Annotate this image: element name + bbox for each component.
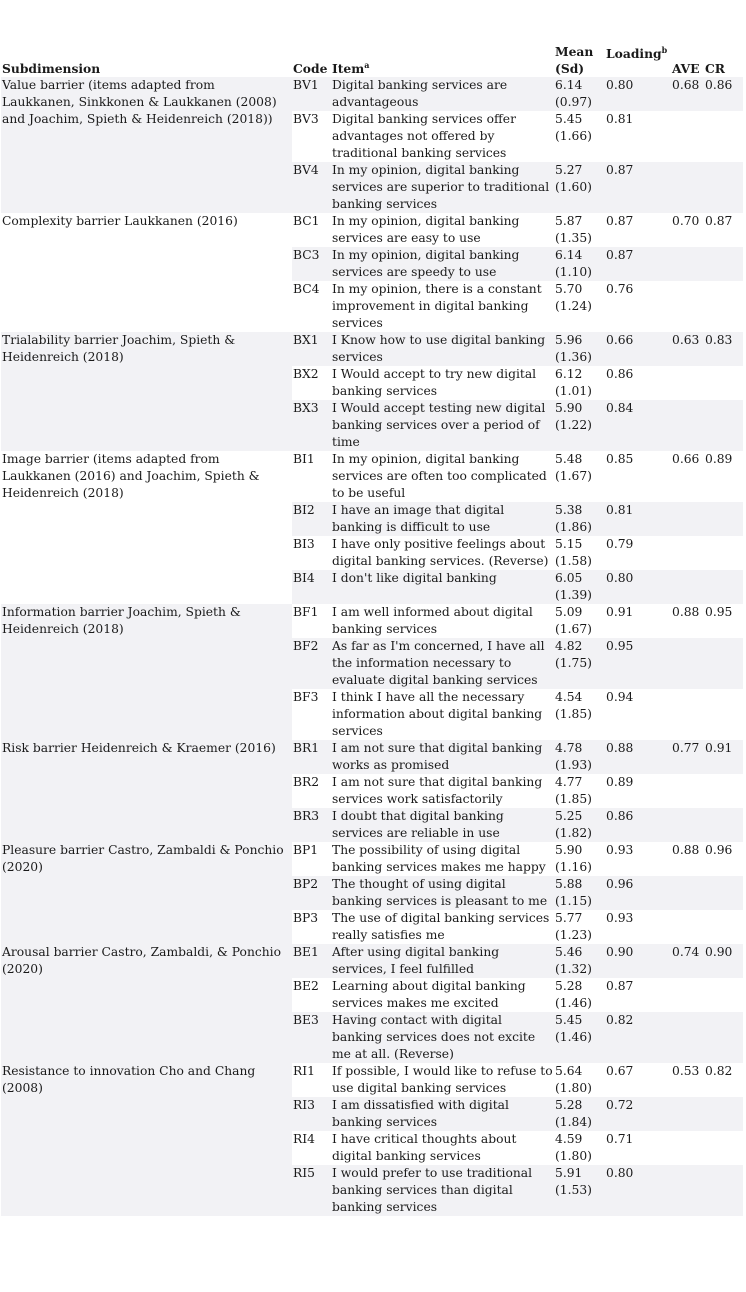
ave-cell: 0.53: [672, 1064, 700, 1078]
subdimension-cell: Image barrier (items adapted from Laukkanen (2016) and Joachim, Spieth & Heidenreich (2018): [1, 451, 292, 604]
code-cell: BV3: [293, 112, 319, 126]
cr-cell: 0.96: [705, 843, 733, 857]
loading-cell: 0.94: [606, 690, 634, 704]
mean-sd-cell: [554, 162, 605, 213]
code-cell: BC1: [293, 214, 320, 228]
ave-cell: [671, 689, 704, 740]
mean-value: 5.09: [555, 605, 583, 619]
item-text-cell: I am dissatisfied with digital banking services: [331, 1097, 554, 1131]
loading-cell: 0.84: [605, 400, 671, 451]
mean-sd-cell: [554, 1012, 605, 1063]
mean-value: 5.25: [555, 809, 583, 823]
ave-cell: 0.77: [671, 740, 704, 774]
mean-value: 6.12: [555, 367, 583, 381]
code-cell: BR3: [292, 808, 331, 842]
ave-cell: 0.70: [672, 214, 700, 228]
subdimension-cell: Trialability barrier Joachim, Spieth & Heidenreich (2018): [1, 332, 292, 451]
mean-value: 5.88: [555, 877, 583, 891]
ave-cell: [671, 502, 704, 536]
table-header-row: [1, 43, 743, 77]
loading-cell: 0.71: [606, 1132, 634, 1146]
item-text-cell: After using digital banking services, I feel fulfilled: [331, 944, 554, 978]
mean-value: 5.91: [555, 1166, 583, 1180]
cr-cell: 0.91: [704, 740, 743, 774]
table-row: [1, 740, 743, 774]
cr-cell: 0.86: [704, 77, 743, 111]
item-text-cell: I am not sure that digital banking works as promised: [331, 740, 554, 774]
cr-cell: [704, 536, 743, 570]
sd-value: (1.24): [555, 299, 592, 313]
mean-value: 5.45: [555, 1013, 583, 1027]
mean-sd-cell: [554, 689, 605, 740]
cr-cell: [704, 978, 743, 1012]
code-cell: BE3: [292, 1012, 331, 1063]
cr-cell: [704, 689, 743, 740]
header-subdimension: Subdimension: [2, 61, 101, 76]
item-text-cell: I am well informed about digital banking services: [332, 605, 533, 636]
code-cell: BE1: [292, 944, 331, 978]
sd-value: (1.01): [555, 384, 592, 398]
sd-value: (1.85): [555, 792, 592, 806]
mean-sd-cell: [554, 876, 605, 910]
code-cell: BI3: [293, 537, 315, 551]
loading-cell: 0.96: [605, 876, 671, 910]
sd-value: (1.86): [555, 520, 592, 534]
mean-sd-cell: [554, 281, 605, 332]
sd-value: (1.36): [555, 350, 592, 364]
mean-sd-cell: [554, 1097, 605, 1131]
cr-cell: [704, 502, 743, 536]
code-cell: RI5: [292, 1165, 331, 1216]
loading-cell: 0.85: [606, 452, 634, 466]
loading-cell: 0.91: [606, 605, 634, 619]
item-text-cell: I Would accept testing new digital banking services over a period of time: [331, 400, 554, 451]
cr-cell: [704, 162, 743, 213]
item-text-cell: The possibility of using digital banking services makes me happy: [332, 843, 546, 874]
subdimension-cell: Risk barrier Heidenreich & Kraemer (2016): [1, 740, 292, 842]
sd-value: (1.32): [555, 962, 592, 976]
table-row: [1, 213, 743, 247]
loading-cell: 0.95: [605, 638, 671, 689]
ave-cell: [671, 162, 704, 213]
code-cell: RI3: [292, 1097, 331, 1131]
code-cell: BE2: [293, 979, 319, 993]
loading-cell: 0.67: [606, 1064, 634, 1078]
mean-value: 5.28: [555, 979, 583, 993]
ave-cell: 0.66: [672, 452, 700, 466]
code-cell: BC3: [292, 247, 331, 281]
mean-sd-cell: [554, 366, 605, 400]
code-cell: BP1: [293, 843, 319, 857]
header-cr: CR: [705, 61, 726, 76]
cr-cell: [704, 1097, 743, 1131]
ave-cell: 0.68: [671, 77, 704, 111]
item-text-cell: I have only positive feelings about digital banking services. (Reverse): [332, 537, 549, 568]
code-cell: BI1: [293, 452, 315, 466]
sd-value: (1.23): [555, 928, 592, 942]
sd-value: (1.39): [555, 588, 592, 602]
loading-cell: 0.93: [606, 911, 634, 925]
mean-value: 5.90: [555, 401, 583, 415]
mean-value: 4.82: [555, 639, 583, 653]
code-cell: BV1: [292, 77, 331, 111]
mean-value: 5.70: [555, 282, 583, 296]
mean-sd-cell: [554, 536, 605, 570]
subdimension-cell: Arousal barrier Castro, Zambaldi, & Ponchio (2020): [1, 944, 292, 1063]
mean-value: 5.38: [555, 503, 583, 517]
sd-value: (1.35): [555, 231, 592, 245]
ave-cell: [671, 281, 704, 332]
mean-value: 4.77: [555, 775, 583, 789]
mean-sd-cell: [554, 77, 605, 111]
table-row: [1, 604, 743, 638]
cr-cell: [704, 876, 743, 910]
code-cell: BX1: [292, 332, 331, 366]
item-text-cell: I Would accept to try new digital banking services: [332, 367, 537, 398]
mean-value: 5.28: [555, 1098, 583, 1112]
table-row: [1, 1063, 743, 1097]
mean-value: 5.46: [555, 945, 583, 959]
code-cell: BR1: [292, 740, 331, 774]
mean-value: 6.05: [555, 571, 583, 585]
item-text-cell: Having contact with digital banking services does not excite me at all. (Reverse): [331, 1012, 554, 1063]
loading-cell: 0.80: [605, 77, 671, 111]
item-text-cell: If possible, I would like to refuse to use digital banking services: [332, 1064, 553, 1095]
ave-cell: [671, 774, 704, 808]
sd-value: (1.84): [555, 1115, 592, 1129]
mean-sd-cell: [554, 638, 605, 689]
cr-cell: 0.95: [705, 605, 733, 619]
sd-value: (1.46): [555, 1030, 592, 1044]
subdimension-cell: Information barrier Joachim, Spieth & Heidenreich (2018): [1, 604, 292, 740]
mean-sd-cell: [554, 570, 605, 604]
sd-value: (1.16): [555, 860, 592, 874]
mean-sd-cell: [554, 332, 605, 366]
code-cell: BI2: [292, 502, 331, 536]
ave-cell: [671, 978, 704, 1012]
sd-value: (0.97): [555, 95, 592, 109]
loading-cell: 0.88: [605, 740, 671, 774]
ave-cell: 0.63: [671, 332, 704, 366]
mean-value: 5.48: [555, 452, 583, 466]
code-cell: BX3: [292, 400, 331, 451]
loading-cell: 0.81: [605, 502, 671, 536]
measurement-model-table: [1, 43, 743, 1216]
code-cell: RI1: [293, 1064, 315, 1078]
mean-value: 5.96: [555, 333, 583, 347]
cr-cell: [704, 281, 743, 332]
sd-value: (1.80): [555, 1081, 592, 1095]
table-row: [1, 451, 743, 502]
loading-cell: 0.87: [606, 214, 634, 228]
ave-cell: [671, 638, 704, 689]
sd-value: (1.60): [555, 180, 592, 194]
mean-sd-cell: [554, 213, 605, 247]
cr-cell: 0.87: [705, 214, 733, 228]
sd-value: (1.67): [555, 469, 592, 483]
loading-cell: 0.80: [605, 570, 671, 604]
ave-cell: [671, 1131, 704, 1165]
header-item: Item$^a$: [332, 59, 370, 76]
item-text-cell: I have an image that digital banking is difficult to use: [331, 502, 554, 536]
loading-cell: 0.90: [605, 944, 671, 978]
ave-cell: [671, 808, 704, 842]
loading-cell: 0.86: [605, 808, 671, 842]
cr-cell: [704, 400, 743, 451]
item-text-cell: I doubt that digital banking services are reliable in use: [331, 808, 554, 842]
sd-value: (1.10): [555, 265, 592, 279]
ave-cell: [671, 111, 704, 162]
loading-cell: 0.87: [606, 979, 634, 993]
sd-value: (1.80): [555, 1149, 592, 1163]
mean-sd-cell: [554, 1165, 605, 1216]
code-cell: BF1: [293, 605, 319, 619]
mean-sd-cell: [554, 808, 605, 842]
code-cell: BP3: [293, 911, 319, 925]
loading-cell: 0.79: [606, 537, 634, 551]
loading-cell: 0.80: [605, 1165, 671, 1216]
item-text-cell: As far as I'm concerned, I have all the information necessary to evaluate digital banking services: [331, 638, 554, 689]
item-text-cell: In my opinion, digital banking services are often too complicated to be useful: [332, 452, 547, 500]
cr-cell: [704, 1165, 743, 1216]
loading-cell: 0.93: [606, 843, 634, 857]
ave-cell: [671, 1097, 704, 1131]
ave-cell: [671, 247, 704, 281]
cr-cell: [704, 638, 743, 689]
item-text-cell: Digital banking services are advantageous: [331, 77, 554, 111]
item-text-cell: I don't like digital banking: [331, 570, 554, 604]
loading-cell: 0.82: [605, 1012, 671, 1063]
cr-cell: [704, 111, 743, 162]
code-cell: RI4: [293, 1132, 315, 1146]
cr-cell: [704, 366, 743, 400]
code-cell: BF3: [293, 690, 319, 704]
sd-value: (1.75): [555, 656, 592, 670]
mean-sd-cell: [554, 740, 605, 774]
mean-value: 5.87: [555, 214, 583, 228]
mean-value: 4.54: [555, 690, 583, 704]
mean-sd-cell: [554, 1063, 605, 1097]
mean-value: 5.27: [555, 163, 583, 177]
cr-cell: 0.83: [704, 332, 743, 366]
item-text-cell: Learning about digital banking services makes me excited: [332, 979, 526, 1010]
cr-cell: [704, 1131, 743, 1165]
ave-cell: 0.88: [672, 843, 700, 857]
mean-sd-cell: [554, 247, 605, 281]
header-code: Code: [293, 61, 328, 76]
header-loading: Loading$^b$: [606, 44, 668, 61]
code-cell: BF2: [292, 638, 331, 689]
header-mean-sd: Mean (Sd): [555, 44, 594, 76]
ave-cell: [671, 1012, 704, 1063]
mean-sd-cell: [554, 842, 605, 876]
ave-cell: 0.88: [672, 605, 700, 619]
loading-cell: 0.87: [605, 247, 671, 281]
cr-cell: [704, 808, 743, 842]
item-text-cell: I have critical thoughts about digital banking services: [332, 1132, 517, 1163]
item-text-cell: The use of digital banking services really satisfies me: [332, 911, 550, 942]
mean-sd-cell: [554, 400, 605, 451]
mean-sd-cell: [554, 774, 605, 808]
ave-cell: [671, 570, 704, 604]
ave-cell: [671, 1165, 704, 1216]
ave-cell: 0.74: [671, 944, 704, 978]
cr-cell: [704, 247, 743, 281]
sd-value: (1.85): [555, 707, 592, 721]
mean-sd-cell: [554, 502, 605, 536]
loading-cell: 0.87: [605, 162, 671, 213]
code-cell: BP2: [292, 876, 331, 910]
item-text-cell: I Know how to use digital banking services: [331, 332, 554, 366]
header-ave: AVE: [672, 61, 700, 76]
mean-sd-cell: [554, 910, 605, 944]
cr-cell: 0.90: [704, 944, 743, 978]
code-cell: BC4: [293, 282, 320, 296]
cr-cell: [704, 774, 743, 808]
item-text-cell: The thought of using digital banking services is pleasant to me: [331, 876, 554, 910]
table-row: [1, 332, 743, 366]
sd-value: (1.82): [555, 826, 592, 840]
mean-value: 5.90: [555, 843, 583, 857]
cr-cell: [704, 910, 743, 944]
mean-value: 5.45: [555, 112, 583, 126]
loading-cell: 0.89: [606, 775, 634, 789]
sd-value: (1.46): [555, 996, 592, 1010]
table-body: [1, 77, 743, 1216]
loading-cell: 0.66: [605, 332, 671, 366]
item-text-cell: In my opinion, digital banking services are speedy to use: [331, 247, 554, 281]
code-cell: BV4: [292, 162, 331, 213]
table-row: [1, 77, 743, 111]
item-text-cell: I am not sure that digital banking services work satisfactorily: [332, 775, 543, 806]
loading-cell: 0.81: [606, 112, 634, 126]
mean-sd-cell: [554, 1131, 605, 1165]
mean-sd-cell: [554, 111, 605, 162]
cr-cell: [704, 570, 743, 604]
ave-cell: [671, 876, 704, 910]
sd-value: (1.53): [555, 1183, 592, 1197]
sd-value: (1.58): [555, 554, 592, 568]
code-cell: BI4: [292, 570, 331, 604]
loading-footnote-mark: b: [661, 44, 668, 55]
item-text-cell: In my opinion, there is a constant improvement in digital banking services: [332, 282, 542, 330]
item-text-cell: In my opinion, digital banking services are superior to traditional banking services: [331, 162, 554, 213]
item-text-cell: I think I have all the necessary information about digital banking services: [332, 690, 543, 738]
table-row: [1, 944, 743, 978]
cr-cell: 0.82: [705, 1064, 733, 1078]
mean-value: 4.59: [555, 1132, 583, 1146]
subdimension-cell: Complexity barrier Laukkanen (2016): [1, 213, 292, 332]
subdimension-cell: Value barrier (items adapted from Laukkanen, Sinkkonen & Laukkanen (2008) and Joachim, Spieth & Heidenreich (2018)): [1, 77, 292, 213]
mean-value: 5.15: [555, 537, 583, 551]
cr-cell: 0.89: [705, 452, 733, 466]
mean-value: 6.14: [555, 78, 583, 92]
item-text-cell: In my opinion, digital banking services are easy to use: [332, 214, 520, 245]
item-footnote-mark: a: [364, 59, 370, 70]
sd-value: (1.22): [555, 418, 592, 432]
item-text-cell: I would prefer to use traditional banking services than digital banking services: [331, 1165, 554, 1216]
mean-value: 5.64: [555, 1064, 583, 1078]
mean-value: 6.14: [555, 248, 583, 262]
ave-cell: [671, 366, 704, 400]
loading-cell: 0.86: [606, 367, 634, 381]
ave-cell: [671, 400, 704, 451]
subdimension-cell: Resistance to innovation Cho and Chang (2008): [1, 1063, 292, 1216]
code-cell: BX2: [293, 367, 319, 381]
sd-value: (1.67): [555, 622, 592, 636]
item-text-cell: Digital banking services offer advantages not offered by traditional banking services: [332, 112, 516, 160]
loading-cell: 0.72: [605, 1097, 671, 1131]
loading-cell: 0.76: [606, 282, 634, 296]
mean-sd-cell: [554, 978, 605, 1012]
mean-value: 5.77: [555, 911, 583, 925]
sd-value: (1.15): [555, 894, 592, 908]
cr-cell: [704, 1012, 743, 1063]
code-cell: BR2: [293, 775, 320, 789]
sd-value: (1.66): [555, 129, 592, 143]
ave-cell: [671, 536, 704, 570]
mean-value: 4.78: [555, 741, 583, 755]
mean-sd-cell: [554, 451, 605, 502]
mean-sd-cell: [554, 944, 605, 978]
ave-cell: [671, 910, 704, 944]
subdimension-cell: Pleasure barrier Castro, Zambaldi & Ponchio (2020): [1, 842, 292, 944]
mean-sd-cell: [554, 604, 605, 638]
sd-value: (1.93): [555, 758, 592, 772]
table-row: [1, 842, 743, 876]
